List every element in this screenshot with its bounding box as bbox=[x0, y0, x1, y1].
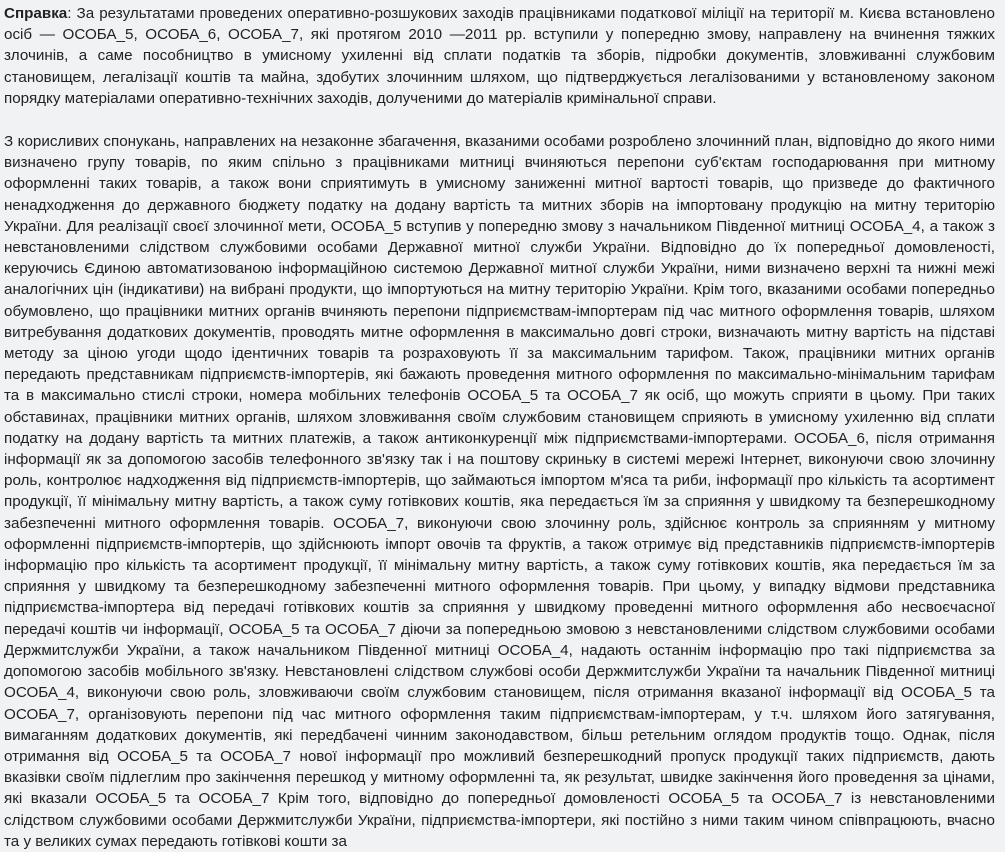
paragraph-main: З корисливих спонукань, направлених на незаконне збагачення, вказаними особами розроблено злочинний план, відповідно до якого ними визначено групу товарів, по яким спільно з працівниками митниці вчиняються перепони суб'єктам господарювання при митному оформленні таких товарів, а також вони сприятимуть в умисному заниженні митної вартості товарів, що призведе до фактичного ненадходження до державного бюджету податку на додану вартість та митних зборів на імпортовану продукцію на митну територію України. Для реалізації своєї злочинної мети, ОСОБА_5 вступив у попередню змову з начальником Південної митниці ОСОБА_4, а також з невстановленими слідством службовими особами Державної митної служби України. Відповідно до їх попередньої домовленості, керуючись Єдиною автоматизованою інформаційною системою Державної митної служби України, ними визначено верхні та нижні межі аналогічних цін (індикативи) на вибрані продукти, що імпортуються на митну територію України. Крім того, вказаними особами попередньо обумовлено, що працівники митних органів вчиняють перепони підприємствам-імпортерам під час митного оформлення товарів, шляхом витребування додаткових документів, проводять митне оформлення в максимально довгі строки, визначають митну вартість на підставі методу за ціною угоди щодо ідентичних товарів та розраховують її за максимальним тарифом. Також, працівники митних органів передають представникам підприємств-імпортерів, які бажають проведення митного оформлення по максимально-мінімальним тарифам та в максимально стислі строки, номера мобільних телефонів ОСОБА_5 та ОСОБА_7 як осіб, що можуть сприяти в цьому. При таких обставинах, працівники митних органів, шляхом зловживання своїм службовим становищем сприяють в умисному ухиленню від сплати податку на додану вартість та митних платежів, а також антиконкуренції між підприємствами-імпортерами. ОСОБА_6, після отримання інформації як за допомогою засобів телефонного зв'язку так і на поштову скриньку в системі мережі Інтернет, виконуючи свою злочинну роль, контролює надходження від підприємств-імпортерів, що займаються імпортом м'яса та риби, інформації про кількість та асортимент продукції, її мінімальну митну вартість, а також суму готівкових коштів, яка передається їм за сприяння у швидкому та безперешкодному забезпеченні митного оформлення товарів. ОСОБА_7, виконуючи свою злочинну роль, здійснює контроль за сприянням у митному оформленні підприємств-імпортерів, що здійснюють імпорт овочів та фруктів, а також отримує від представників підприємств-імпортерів інформацію про кількість та асортимент продукції, її мінімальну митну вартість, а також суму готівкових коштів, яка передається їм за сприяння у швидкому та безперешкодному забезпеченні митного оформлення товарів. При цьому, у випадку відмови представника підприємства-імпортера від передачі готівкових коштів за сприяння у швидкому проведенні митного оформлення або несвоєчасної передачі коштів чи інформації, ОСОБА_5 та ОСОБА_7 діючи за попередньою змовою з невстановленими слідством службовими особами Держмитслужби України, а також начальником Південної митниці ОСОБА_4, надають останнім інформацію про такі підприємства за допомогою засобів мобільного зв'язку. Невстановлені слідством службові особи Держмитслужби України та начальник Південної митниці ОСОБА_4, виконуючи свою роль, зловживаючи своїм службовим становищем, після отримання вказаної інформації від ОСОБА_5 та ОСОБА_7, організовують перепони під час митного оформлення таким підприємствам-імпортерам, у т.ч. шляхом його затягування, вимаганням додаткових документів, які передбачені чинним законодавством, більш ретельним оглядом продуктів тощо. Однак, після отримання від ОСОБА_5 та ОСОБА_7 нової інформації про можливий безперешкодний пропуск продукції таких підприємств, дають вказівки своїм підлеглим про закінчення перешкод у митному оформленні та, як результат, швидке закінчення його проведення за цінами, які вказали ОСОБА_5 та ОСОБА_7 Крім того, відповідно до попередньої домовленості ОСОБА_5 та ОСОБА_7 із невстановленими слідством службовими особами Держмитслужби України, підприємства-імпортери, які постійно з ними таким чином співпрацюють, вчасно та у великих сумах передають готівкові кошти за bbox=[4, 133, 995, 850]
reference-label: Справка bbox=[4, 5, 68, 22]
reference-text: : За результатами проведених оперативно-розшукових заходів працівниками податкової міліції на території м. Києва встановлено осіб — ОСОБА_5, ОСОБА_6, ОСОБА_7, які протягом 2010 —2011 рр. вступили у попередню змову, направлену на вчинення тяжких злочинів, а саме пособництво в умисному ухиленні від сплати податків та зборів, підробки документів, зловживанні службовим становищем, легалізації коштів та майна, здобутих злочинним шляхом, що підтверджується легалізованими у встановленому законом порядку матеріалами оперативно-технічних заходів, долученими до матеріалів кримінальної справи. bbox=[4, 5, 995, 107]
paragraph-reference bbox=[4, 3, 995, 109]
